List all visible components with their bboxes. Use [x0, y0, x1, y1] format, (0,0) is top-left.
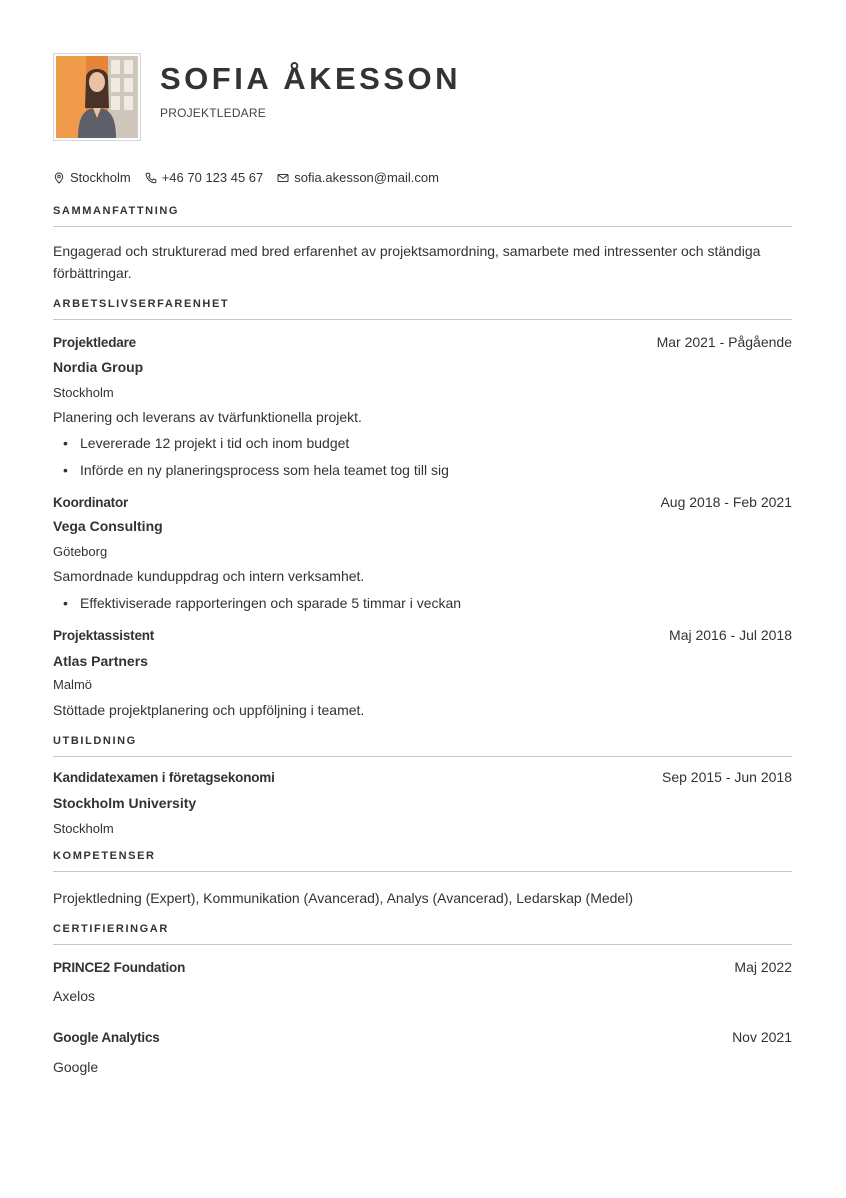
section-heading-summary: SAMMANFATTNING	[53, 205, 792, 227]
contact-email[interactable]	[277, 170, 439, 185]
job-company: Vega Consulting	[53, 518, 163, 534]
section-heading-certifications: CERTIFIERINGAR	[53, 923, 792, 945]
contact-phone[interactable]	[145, 170, 264, 185]
candidate-name: SOFIA ÅKESSON	[160, 61, 461, 96]
job-company: Atlas Partners	[53, 653, 148, 669]
job-description: Stöttade projektplanering och uppföljning i teamet.	[53, 702, 365, 718]
contact-location	[53, 170, 131, 185]
certification-name: PRINCE2 Foundation	[53, 960, 186, 975]
certification-date: Maj 2022	[734, 959, 792, 975]
resume-header	[53, 53, 792, 143]
job-header	[53, 627, 792, 647]
section-heading-skills: KOMPETENSER	[53, 850, 792, 872]
job-role: Projektassistent	[53, 628, 155, 643]
candidate-title: PROJEKTLEDARE	[160, 106, 266, 120]
education-school: Stockholm University	[53, 795, 197, 811]
job-description: Planering och leverans av tvärfunktionella projekt.	[53, 409, 362, 425]
mail-icon	[277, 172, 289, 184]
job-bullet: • Levererade 12 projekt i tid och inom budget	[80, 435, 349, 451]
job-dates: Mar 2021 - Pågående	[656, 334, 792, 350]
contact-email-text: sofia.akesson@mail.com	[294, 170, 439, 185]
section-heading-experience: ARBETSLIVSERFARENHET	[53, 298, 792, 320]
job-dates: Maj 2016 - Jul 2018	[669, 627, 792, 643]
profile-photo-image	[56, 56, 138, 138]
certification-name: Google Analytics	[53, 1030, 160, 1045]
section-heading-education: UTBILDNING	[53, 735, 792, 757]
job-role: Koordinator	[53, 495, 129, 510]
certification-header	[53, 1029, 792, 1049]
job-bullet: • Effektiviserade rapporteringen och sparade 5 timmar i veckan	[80, 595, 461, 611]
map-pin-icon	[53, 172, 65, 184]
education-location: Stockholm	[53, 821, 114, 836]
certification-date: Nov 2021	[732, 1029, 792, 1045]
education-degree: Kandidatexamen i företagsekonomi	[53, 770, 275, 785]
certification-header	[53, 959, 792, 979]
phone-icon	[145, 172, 157, 184]
job-description: Samordnade kunduppdrag och intern verksamhet.	[53, 568, 365, 584]
certification-issuer: Google	[53, 1059, 99, 1075]
job-role: Projektledare	[53, 335, 136, 350]
summary-text: Engagerad och strukturerad med bred erfarenhet av projektsamordning, samarbete med intressenter och ständiga förbättringar.	[53, 243, 761, 281]
resume-page	[53, 53, 792, 1075]
contact-info	[53, 170, 453, 185]
job-dates: Aug 2018 - Feb 2021	[660, 494, 792, 510]
skills-text: Projektledning (Expert), Kommunikation (Avancerad), Analys (Avancerad), Ledarskap (Medel)	[53, 890, 633, 906]
education-dates: Sep 2015 - Jun 2018	[662, 769, 792, 785]
job-bullet: • Införde en ny planeringsprocess som hela teamet tog till sig	[80, 462, 449, 478]
job-header	[53, 334, 792, 354]
job-location: Stockholm	[53, 385, 114, 400]
profile-photo	[53, 53, 141, 141]
contact-location-text: Stockholm	[70, 170, 131, 185]
job-location: Göteborg	[53, 544, 108, 559]
job-location: Malmö	[53, 677, 93, 692]
job-header	[53, 494, 792, 514]
education-header	[53, 769, 792, 789]
certification-issuer: Axelos	[53, 988, 96, 1004]
job-company: Nordia Group	[53, 359, 144, 375]
contact-phone-text: +46 70 123 45 67	[161, 170, 264, 185]
